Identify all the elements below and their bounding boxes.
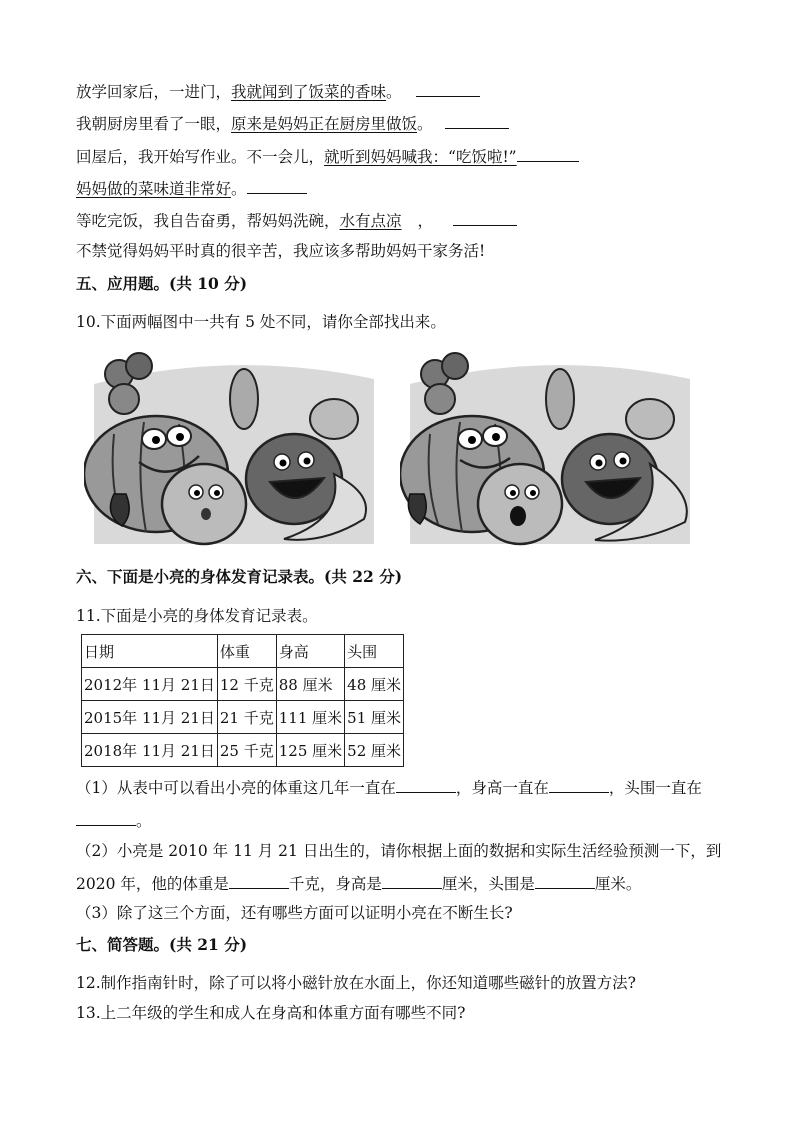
question-12: 12.制作指南针时，除了可以将小磁针放在水面上，你还知道哪些磁针的放置方法? <box>76 974 636 992</box>
question-11-part-2-cont: 2020 年，他的体重是 千克，身高是 厘米，头围是 厘米。 <box>76 872 641 895</box>
growth-record-table <box>81 634 404 767</box>
answer-blank-weight-2020[interactable] <box>229 872 289 889</box>
table-cell: 21 千克 <box>217 701 276 734</box>
section5-heading: 五、应用题。(共 10 分) <box>76 274 248 293</box>
table-header-cell: 身高 <box>276 635 344 668</box>
question-11-part-3: （3）除了这三个方面，还有哪些方面可以证明小亮在不断生长? <box>76 904 513 922</box>
table-header-row <box>82 635 404 668</box>
table-cell: 48 厘米 <box>345 668 404 701</box>
table-cell: 88 厘米 <box>276 668 344 701</box>
question-11-part-2: （2）小亮是 2010 年 11 月 21 日出生的，请你根据上面的数据和实际生活经验预测一下，到 <box>76 842 722 860</box>
story-line-2: 我朝厨房里看了一眼，原来是妈妈正在厨房里做饭。 <box>76 112 509 135</box>
answer-blank-4[interactable] <box>247 177 307 194</box>
table-header-cell: 日期 <box>82 635 218 668</box>
table-header-cell: 体重 <box>217 635 276 668</box>
story-line-1: 放学回家后，一进门，我就闻到了饭菜的香味。 <box>76 80 480 103</box>
answer-blank-3[interactable] <box>517 145 579 162</box>
fruit-picture-right <box>400 344 696 548</box>
table-cell: 51 厘米 <box>345 701 404 734</box>
table-row <box>82 734 404 767</box>
story-line-3: 回屋后，我开始写作业。不一会儿，就听到妈妈喊我：“吃饭啦!” <box>76 145 579 168</box>
table-row <box>82 668 404 701</box>
answer-blank-5[interactable] <box>453 209 517 226</box>
answer-blank-head-2020[interactable] <box>535 872 595 889</box>
table-row <box>82 701 404 734</box>
table-cell: 25 千克 <box>217 734 276 767</box>
fruit-picture-left <box>84 344 380 548</box>
question-11-part-1: （1）从表中可以看出小亮的体重这几年一直在 ，身高一直在 ，头围一直在 <box>76 776 702 799</box>
answer-blank-weight-trend[interactable] <box>396 776 456 793</box>
table-cell: 2012年 11月 21日 <box>82 668 218 701</box>
table-cell: 111 厘米 <box>276 701 344 734</box>
table-cell: 2015年 11月 21日 <box>82 701 218 734</box>
table-cell: 12 千克 <box>217 668 276 701</box>
story-line-5: 等吃完饭，我自告奋勇，帮妈妈洗碗，水有点凉 ， <box>76 209 517 232</box>
question-11: 11.下面是小亮的身体发育记录表。 <box>76 607 318 625</box>
story-line-6: 不禁觉得妈妈平时真的很辛苦，我应该多帮助妈妈干家务活! <box>76 242 486 260</box>
table-cell: 52 厘米 <box>345 734 404 767</box>
answer-blank-height-trend[interactable] <box>549 776 609 793</box>
section7-heading: 七、简答题。(共 21 分) <box>76 935 248 954</box>
table-header-cell: 头围 <box>345 635 404 668</box>
question-10: 10.下面两幅图中一共有 5 处不同，请你全部找出来。 <box>76 313 446 331</box>
question-11-part-1-cont: 。 <box>76 809 152 832</box>
answer-blank-height-2020[interactable] <box>382 872 442 889</box>
table-cell: 125 厘米 <box>276 734 344 767</box>
story-line-4: 妈妈做的菜味道非常好。 <box>76 177 307 200</box>
section6-heading: 六、下面是小亮的身体发育记录表。(共 22 分) <box>76 567 403 586</box>
table-cell: 2018年 11月 21日 <box>82 734 218 767</box>
answer-blank-2[interactable] <box>445 112 509 129</box>
answer-blank-1[interactable] <box>416 80 480 97</box>
answer-blank-head-trend[interactable] <box>76 809 136 826</box>
question-13: 13.上二年级的学生和成人在身高和体重方面有哪些不同? <box>76 1004 466 1022</box>
